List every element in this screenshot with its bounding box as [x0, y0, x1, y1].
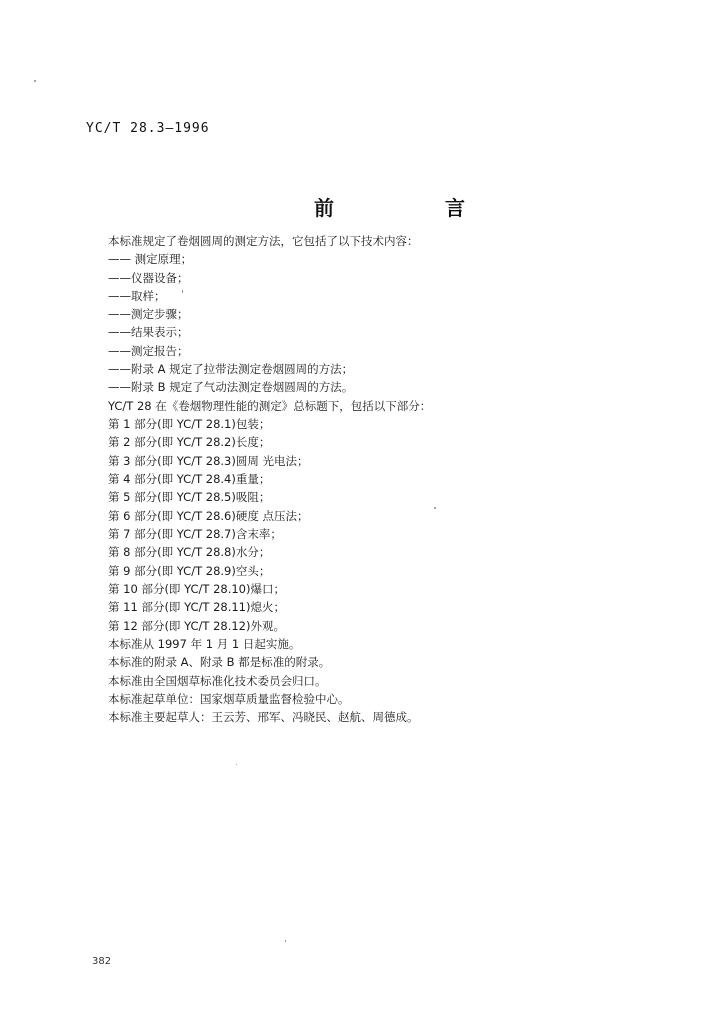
part-item: 第 11 部分(即 YC/T 28.11)熄火；	[108, 600, 285, 614]
part-item: 第 3 部分(即 YC/T 28.3)圆周 光电法；	[108, 454, 309, 468]
effective-date-line: 本标准从 1997 年 1 月 1 日起实施。	[108, 637, 301, 651]
page-number: 382	[92, 956, 112, 967]
part-item: 第 10 部分(即 YC/T 28.10)爆口；	[108, 582, 285, 596]
scan-speck	[434, 507, 436, 509]
list-item: ——附录 B 规定了气动法测定卷烟圆周的方法。	[108, 380, 354, 394]
part-item: 第 5 部分(即 YC/T 28.5)吸阻；	[108, 490, 271, 504]
part-item: 第 9 部分(即 YC/T 28.9)空头；	[108, 564, 271, 578]
drafters-line: 本标准主要起草人：王云芳、邢军、冯晓民、赵航、周德成。	[108, 710, 419, 724]
part-item: 第 8 部分(即 YC/T 28.8)水分；	[108, 545, 271, 559]
scan-speck	[285, 940, 286, 942]
standard-code: YC/T 28.3—1996	[86, 121, 210, 136]
page-title: 前 言	[314, 196, 517, 220]
responsible-committee-line: 本标准由全国烟草标准化技术委员会归口。	[108, 674, 327, 688]
list-item: ——附录 A 规定了拉带法测定卷烟圆周的方法；	[108, 362, 354, 376]
part-item: 第 1 部分(即 YC/T 28.1)包装；	[108, 417, 271, 431]
list-item: —— 测定原理；	[108, 252, 193, 266]
part-item: 第 6 部分(即 YC/T 28.6)硬度 点压法；	[108, 509, 309, 523]
parts-intro-line: YC/T 28 在《卷烟物理性能的测定》总标题下，包括以下部分：	[108, 399, 432, 413]
list-item: ——结果表示；	[108, 325, 189, 339]
part-item: 第 4 部分(即 YC/T 28.4)重量；	[108, 472, 271, 486]
annex-note-line: 本标准的附录 A、附录 B 都是标准的附录。	[108, 655, 331, 669]
drafting-unit-line: 本标准起草单位：国家烟草质量监督检验中心。	[108, 692, 350, 706]
intro-line: 本标准规定了卷烟圆周的测定方法，它包括了以下技术内容：	[108, 234, 419, 248]
list-item: ——测定报告；	[108, 344, 189, 358]
scan-speck	[34, 80, 36, 82]
list-item: ——仪器设备；	[108, 271, 189, 285]
scan-speck	[182, 290, 183, 293]
part-item: 第 2 部分(即 YC/T 28.2)长度；	[108, 435, 271, 449]
list-item: ——测定步骤；	[108, 307, 189, 321]
list-item: ——取样；	[108, 289, 166, 303]
part-item: 第 7 部分(即 YC/T 28.7)含末率；	[108, 527, 282, 541]
scan-speck	[236, 764, 237, 765]
part-item: 第 12 部分(即 YC/T 28.12)外观。	[108, 619, 285, 633]
